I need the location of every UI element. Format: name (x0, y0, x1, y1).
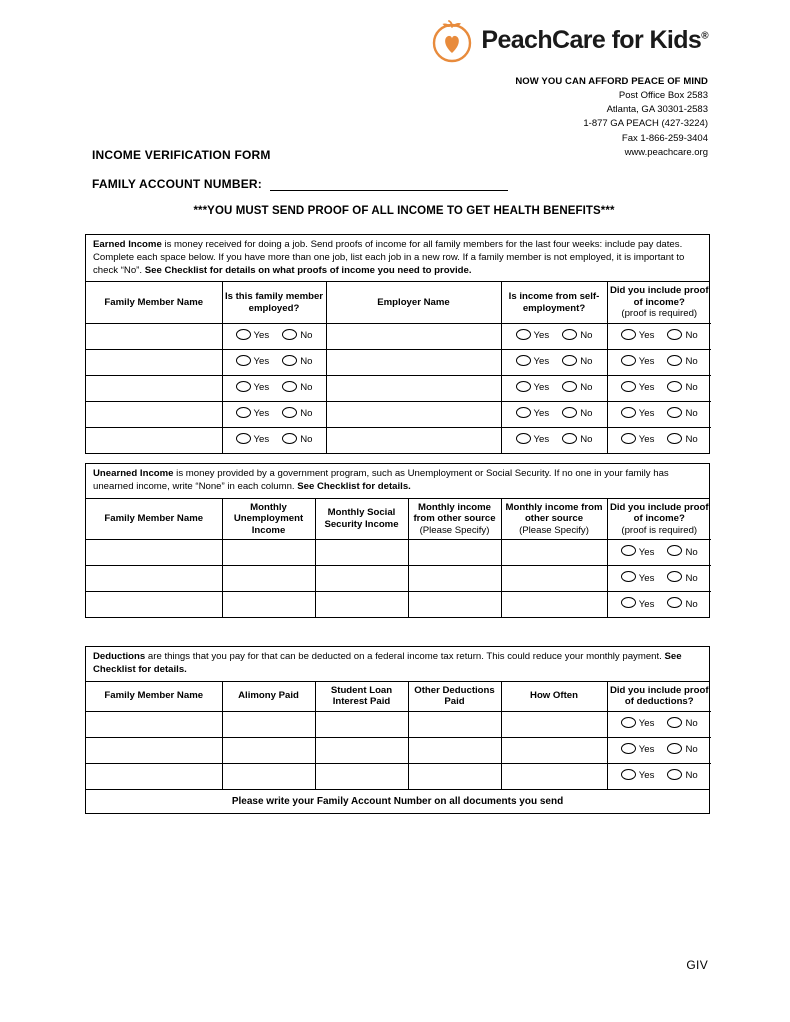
checkbox-oval-icon[interactable] (621, 717, 636, 728)
checkbox-label: No (300, 434, 313, 446)
table-row (86, 566, 711, 592)
checkbox-oval-icon[interactable] (516, 381, 531, 392)
proof-of-income-no-option[interactable] (667, 409, 697, 420)
checkbox-label: Yes (638, 572, 655, 584)
checkbox-label: No (685, 572, 698, 584)
checkbox-label: Yes (533, 408, 550, 420)
family-member-name-field[interactable] (86, 540, 222, 566)
family-account-number-label: FAMILY ACCOUNT NUMBER: (92, 177, 262, 191)
column-header-label: Family Member Name (104, 690, 204, 702)
address-line-city: Atlanta, GA 30301-2583 (606, 104, 708, 116)
checkbox-oval-icon[interactable] (621, 407, 636, 418)
checkbox-oval-icon[interactable] (621, 545, 636, 556)
table-row (86, 401, 711, 427)
checkbox-label: No (685, 434, 698, 446)
self-employment-no-option[interactable] (562, 435, 592, 446)
checkbox-oval-icon[interactable] (621, 433, 636, 444)
yes-no-cell (222, 427, 326, 453)
column-header-student-loan-interest-paid (315, 682, 408, 712)
family-member-name-field[interactable] (86, 401, 222, 427)
yes-no-cell (222, 349, 326, 375)
yes-no-cell (607, 763, 711, 789)
column-header-label: Monthly Social Security Income (324, 507, 399, 530)
brand-wordmark (481, 25, 708, 54)
employed-yes-option[interactable] (236, 409, 270, 420)
checkbox-label: No (685, 598, 698, 610)
checkbox-oval-icon[interactable] (516, 329, 531, 340)
checkbox-oval-icon[interactable] (667, 433, 682, 444)
checkbox-oval-icon[interactable] (621, 355, 636, 366)
checkbox-oval-icon[interactable] (282, 407, 297, 418)
checkbox-oval-icon[interactable] (667, 769, 682, 780)
column-header-family-member-name (86, 282, 222, 323)
checkbox-label: No (685, 356, 698, 368)
proof-of-income-yes-option[interactable] (621, 599, 655, 610)
deductions-instructions-body: are things that you pay for that can be deducted on a federal income tax return. This could reduce your monthly payment. (145, 651, 665, 662)
checkbox-oval-icon[interactable] (621, 571, 636, 582)
earned-income-instructions (86, 235, 709, 282)
column-header-monthly-social-security-income (315, 499, 408, 540)
proof-of-income-yes-option[interactable] (621, 435, 655, 446)
checkbox-label: Yes (638, 770, 655, 782)
self-employment-no-option[interactable] (562, 409, 592, 420)
table-row (86, 323, 711, 349)
monthly-unemployment-income-field[interactable] (222, 566, 315, 592)
column-header-family-member-name (86, 499, 222, 540)
yes-no-cell (222, 401, 326, 427)
proof-of-income-no-option[interactable] (667, 357, 697, 368)
checkbox-oval-icon[interactable] (562, 329, 577, 340)
self-employment-yes-option[interactable] (516, 409, 550, 420)
yes-no-cell (501, 401, 607, 427)
self-employment-yes-option[interactable] (516, 435, 550, 446)
checkbox-oval-icon[interactable] (516, 407, 531, 418)
column-header-sublabel: (proof is required) (621, 308, 698, 320)
column-header-other-deductions-paid (408, 682, 501, 712)
other-deductions-paid-field[interactable] (408, 763, 501, 789)
column-header-family-member-name (86, 682, 222, 712)
proof-of-income-yes-option[interactable] (621, 331, 655, 342)
checkbox-label: No (685, 382, 698, 394)
yes-no-cell (607, 323, 711, 349)
checkbox-label: No (300, 356, 313, 368)
family-member-name-field[interactable] (86, 323, 222, 349)
employer-name-field[interactable] (326, 427, 501, 453)
employer-name-field[interactable] (326, 323, 501, 349)
column-header-label: Employer Name (377, 296, 450, 308)
proof-of-deductions-no-option[interactable] (667, 719, 697, 730)
checkbox-label: Yes (638, 434, 655, 446)
table-row (86, 349, 711, 375)
column-header-label: Other Deductions Paid (414, 684, 495, 707)
proof-of-deductions-no-option[interactable] (667, 771, 697, 782)
checkbox-label: No (300, 408, 313, 420)
column-header-sublabel: (Please Specify) (419, 524, 490, 536)
self-employment-yes-option[interactable] (516, 357, 550, 368)
earned-income-checklist-note: See Checklist for details on what proofs of income you need to provide. (144, 264, 472, 276)
checkbox-label: Yes (253, 330, 270, 342)
yes-no-cell (501, 375, 607, 401)
yes-no-cell (501, 349, 607, 375)
checkbox-oval-icon[interactable] (667, 743, 682, 754)
family-member-name-field[interactable] (86, 427, 222, 453)
alimony-paid-field[interactable] (222, 763, 315, 789)
checkbox-oval-icon[interactable] (236, 355, 251, 366)
how-often-field[interactable] (501, 763, 607, 789)
yes-no-cell (607, 737, 711, 763)
checkbox-oval-icon[interactable] (667, 545, 682, 556)
column-header-label: Did you include proof of income? (609, 501, 709, 524)
table-header-row (86, 682, 711, 712)
employed-no-option[interactable] (282, 383, 312, 394)
checkbox-label: Yes (638, 546, 655, 558)
how-often-field[interactable] (501, 737, 607, 763)
unearned-income-instructions-term: Unearned Income (93, 468, 174, 479)
monthly-other-source-1-field[interactable] (408, 566, 501, 592)
checkbox-oval-icon[interactable] (621, 743, 636, 754)
checkbox-label: No (685, 744, 698, 756)
checkbox-label: No (685, 718, 698, 730)
checkbox-label: Yes (533, 382, 550, 394)
checkbox-label: Yes (638, 744, 655, 756)
student-loan-interest-paid-field[interactable] (315, 763, 408, 789)
deductions-table (86, 682, 711, 789)
column-header-label: Monthly Unemployment Income (233, 501, 304, 536)
column-header-is-employed (222, 282, 326, 323)
checkbox-oval-icon[interactable] (667, 571, 682, 582)
monthly-social-security-income-field[interactable] (315, 540, 408, 566)
earned-income-table (86, 282, 711, 453)
employed-yes-option[interactable] (236, 357, 270, 368)
checkbox-oval-icon[interactable] (667, 355, 682, 366)
checkbox-oval-icon[interactable] (562, 407, 577, 418)
column-header-label: Family Member Name (104, 296, 204, 308)
checkbox-label: Yes (638, 598, 655, 610)
checkbox-oval-icon[interactable] (667, 717, 682, 728)
column-header-label: Monthly income from other source (505, 501, 603, 524)
checkbox-oval-icon[interactable] (516, 355, 531, 366)
family-member-name-field[interactable] (86, 349, 222, 375)
column-header-label: Did you include proof of deductions? (609, 684, 709, 707)
checkbox-label: Yes (533, 356, 550, 368)
proof-of-deductions-yes-option[interactable] (621, 745, 655, 756)
unearned-income-instructions-body: is money provided by a government program, such as Unemployment or Social Security. If no one in your family has unearned income, write “None” in each column. (93, 468, 669, 492)
address-line-phone: 1-877 GA PEACH (427-3224) (583, 118, 708, 130)
checkbox-label: No (300, 382, 313, 394)
tagline: NOW YOU CAN AFFORD PEACE OF MIND (515, 76, 708, 87)
address-line-website: www.peachcare.org (624, 146, 708, 158)
checkbox-oval-icon[interactable] (667, 329, 682, 340)
column-header-label: Student Loan Interest Paid (330, 684, 393, 707)
family-member-name-field[interactable] (86, 711, 222, 737)
checkbox-label: No (580, 434, 593, 446)
checkbox-label: No (580, 356, 593, 368)
employed-no-option[interactable] (282, 409, 312, 420)
yes-no-cell (501, 323, 607, 349)
column-header-employer-name (326, 282, 501, 323)
address-line-po-box: Post Office Box 2583 (618, 89, 708, 101)
column-header-label: Family Member Name (104, 513, 204, 524)
proof-of-income-yes-option[interactable] (621, 573, 655, 584)
checkbox-label: No (580, 408, 593, 420)
deductions-instructions (86, 647, 709, 682)
column-header-how-often (501, 682, 607, 712)
self-employment-no-option[interactable] (562, 331, 592, 342)
monthly-unemployment-income-field[interactable] (222, 540, 315, 566)
checkbox-label: Yes (253, 356, 270, 368)
family-account-number-row (92, 177, 508, 191)
proof-of-deductions-yes-option[interactable] (621, 771, 655, 782)
proof-of-deductions-no-option[interactable] (667, 745, 697, 756)
column-header-label: How Often (530, 690, 578, 702)
deductions-table-body (86, 711, 711, 789)
employer-name-field[interactable] (326, 401, 501, 427)
checkbox-oval-icon[interactable] (667, 407, 682, 418)
employed-yes-option[interactable] (236, 383, 270, 394)
checkbox-oval-icon[interactable] (667, 597, 682, 608)
monthly-other-source-1-field[interactable] (408, 540, 501, 566)
yes-no-cell (607, 592, 711, 618)
unearned-income-table-body (86, 540, 711, 618)
peach-heart-logo-icon (427, 15, 477, 65)
checkbox-oval-icon[interactable] (621, 597, 636, 608)
checkbox-label: Yes (638, 356, 655, 368)
column-header-sublabel: (proof is required) (621, 524, 698, 536)
checkbox-oval-icon[interactable] (282, 355, 297, 366)
checkbox-oval-icon[interactable] (236, 407, 251, 418)
yes-no-cell (607, 711, 711, 737)
monthly-other-source-1-field[interactable] (408, 592, 501, 618)
column-header-label: Did you include proof of income? (609, 285, 709, 308)
letterhead (448, 12, 708, 160)
column-header-monthly-unemployment-income (222, 499, 315, 540)
checkbox-label: No (685, 770, 698, 782)
employer-name-field[interactable] (326, 375, 501, 401)
proof-of-income-yes-option[interactable] (621, 383, 655, 394)
family-member-name-field[interactable] (86, 592, 222, 618)
monthly-other-source-2-field[interactable] (501, 592, 607, 618)
checkbox-oval-icon[interactable] (236, 433, 251, 444)
checkbox-oval-icon[interactable] (621, 329, 636, 340)
monthly-other-source-2-field[interactable] (501, 566, 607, 592)
family-member-name-field[interactable] (86, 763, 222, 789)
checkbox-label: No (685, 330, 698, 342)
how-often-field[interactable] (501, 711, 607, 737)
column-header-label: Is income from self-employment? (508, 291, 600, 314)
proof-of-income-yes-option[interactable] (621, 357, 655, 368)
checkbox-label: Yes (253, 434, 270, 446)
other-deductions-paid-field[interactable] (408, 711, 501, 737)
checkbox-oval-icon[interactable] (282, 381, 297, 392)
checkbox-oval-icon[interactable] (621, 769, 636, 780)
proof-of-income-no-option[interactable] (667, 599, 697, 610)
checkbox-label: Yes (253, 382, 270, 394)
checkbox-label: Yes (533, 434, 550, 446)
monthly-other-source-2-field[interactable] (501, 540, 607, 566)
column-header-proof-of-income (607, 499, 711, 540)
checkbox-oval-icon[interactable] (282, 329, 297, 340)
address-line-fax: Fax 1-866-259-3404 (621, 132, 708, 144)
yes-no-cell (222, 323, 326, 349)
employed-yes-option[interactable] (236, 331, 270, 342)
proof-of-income-no-option[interactable] (667, 547, 697, 558)
checkbox-oval-icon[interactable] (516, 433, 531, 444)
self-employment-no-option[interactable] (562, 357, 592, 368)
must-send-proof-notice: ***YOU MUST SEND PROOF OF ALL INCOME TO GET HEALTH BENEFITS*** (193, 205, 615, 217)
unearned-income-table (86, 499, 711, 618)
column-header-alimony-paid (222, 682, 315, 712)
self-employment-no-option[interactable] (562, 383, 592, 394)
page-title: INCOME VERIFICATION FORM (92, 148, 271, 162)
yes-no-cell (222, 375, 326, 401)
other-deductions-paid-field[interactable] (408, 737, 501, 763)
registered-mark: ® (701, 30, 708, 42)
checkbox-oval-icon[interactable] (236, 329, 251, 340)
checkbox-oval-icon[interactable] (562, 381, 577, 392)
monthly-social-security-income-field[interactable] (315, 592, 408, 618)
proof-of-income-no-option[interactable] (667, 435, 697, 446)
column-header-sublabel: (Please Specify) (519, 524, 589, 536)
checkbox-label: Yes (253, 408, 270, 420)
column-header-proof-of-deductions (607, 682, 711, 712)
checkbox-label: Yes (638, 408, 655, 420)
yes-no-cell (607, 427, 711, 453)
brand-logo (448, 12, 708, 68)
yes-no-cell (607, 540, 711, 566)
table-row (86, 737, 711, 763)
checkbox-label: Yes (638, 330, 655, 342)
student-loan-interest-paid-field[interactable] (315, 737, 408, 763)
deductions-instructions-term: Deductions (93, 651, 146, 662)
employed-no-option[interactable] (282, 331, 312, 342)
family-member-name-field[interactable] (86, 375, 222, 401)
proof-of-income-yes-option[interactable] (621, 547, 655, 558)
brand-wordmark-text: PeachCare for Kids (481, 25, 702, 54)
yes-no-cell (501, 427, 607, 453)
deductions-checklist-note: See Checklist for details. (93, 651, 682, 675)
table-row (86, 427, 711, 453)
checkbox-oval-icon[interactable] (562, 433, 577, 444)
employer-name-field[interactable] (326, 349, 501, 375)
self-employment-yes-option[interactable] (516, 331, 550, 342)
checkbox-oval-icon[interactable] (562, 355, 577, 366)
student-loan-interest-paid-field[interactable] (315, 711, 408, 737)
earned-income-table-body (86, 323, 711, 453)
checkbox-oval-icon[interactable] (667, 381, 682, 392)
employed-no-option[interactable] (282, 435, 312, 446)
alimony-paid-field[interactable] (222, 711, 315, 737)
proof-of-income-yes-option[interactable] (621, 409, 655, 420)
monthly-social-security-income-field[interactable] (315, 566, 408, 592)
yes-no-cell (607, 566, 711, 592)
write-account-number-note: Please write your Family Account Number on all documents you send (86, 789, 709, 813)
proof-of-deductions-yes-option[interactable] (621, 719, 655, 730)
earned-income-section (85, 234, 710, 454)
checkbox-label: No (580, 382, 593, 394)
column-header-monthly-other-source-1 (408, 499, 501, 540)
proof-of-income-no-option[interactable] (667, 331, 697, 342)
checkbox-label: Yes (533, 330, 550, 342)
table-header-row (86, 499, 711, 540)
checkbox-label: Yes (638, 382, 655, 394)
table-row (86, 375, 711, 401)
checkbox-label: No (685, 546, 698, 558)
yes-no-cell (607, 401, 711, 427)
column-header-self-employment (501, 282, 607, 323)
checkbox-oval-icon[interactable] (621, 381, 636, 392)
column-header-label: Alimony Paid (238, 690, 299, 702)
table-row (86, 711, 711, 737)
checkbox-label: No (685, 408, 698, 420)
checkbox-oval-icon[interactable] (236, 381, 251, 392)
deductions-section (85, 646, 710, 814)
table-row (86, 592, 711, 618)
proof-of-income-no-option[interactable] (667, 573, 697, 584)
table-row (86, 763, 711, 789)
employed-no-option[interactable] (282, 357, 312, 368)
family-member-name-field[interactable] (86, 737, 222, 763)
proof-of-income-no-option[interactable] (667, 383, 697, 394)
employed-yes-option[interactable] (236, 435, 270, 446)
table-row (86, 540, 711, 566)
family-account-number-field[interactable] (270, 178, 508, 191)
yes-no-cell (607, 349, 711, 375)
earned-income-instructions-term: Earned Income (93, 239, 162, 250)
monthly-unemployment-income-field[interactable] (222, 592, 315, 618)
alimony-paid-field[interactable] (222, 737, 315, 763)
table-header-row (86, 282, 711, 323)
column-header-monthly-other-source-2 (501, 499, 607, 540)
unearned-income-checklist-note: See Checklist for details. (297, 480, 411, 492)
checkbox-label: No (300, 330, 313, 342)
column-header-label: Monthly income from other source (413, 501, 496, 524)
checkbox-label: No (580, 330, 593, 342)
checkbox-label: Yes (638, 718, 655, 730)
page-code: GIV (686, 958, 708, 972)
unearned-income-instructions (86, 464, 709, 499)
column-header-label: Is this family member employed? (224, 291, 324, 314)
column-header-proof-of-income (607, 282, 711, 323)
family-member-name-field[interactable] (86, 566, 222, 592)
earned-income-instructions-body: is money received for doing a job. Send proofs of income for all family members for the last four weeks: include pay dates. Complete each space below. If you have more than one job, list each job in a new row. If a family member is not employed, it is important to check “No”. (93, 239, 685, 276)
self-employment-yes-option[interactable] (516, 383, 550, 394)
unearned-income-section (85, 463, 710, 618)
checkbox-oval-icon[interactable] (282, 433, 297, 444)
yes-no-cell (607, 375, 711, 401)
